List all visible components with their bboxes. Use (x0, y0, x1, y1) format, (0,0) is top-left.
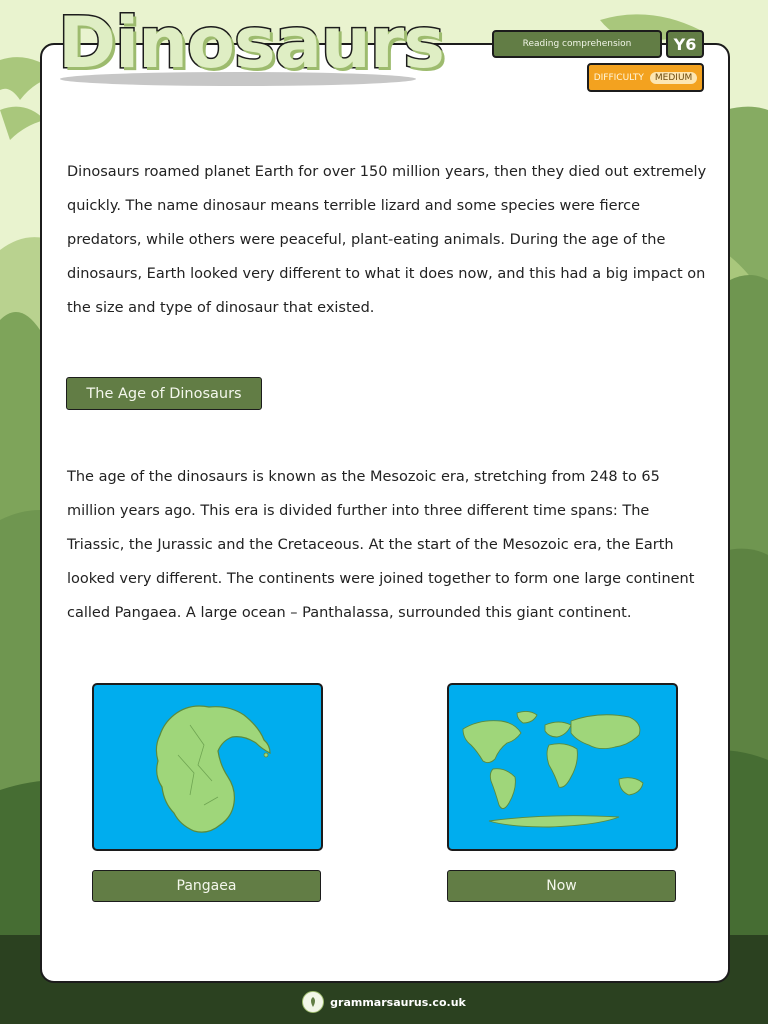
pangaea-map (92, 683, 323, 851)
section-paragraph: The age of the dinosaurs is known as the Mesozoic era, stretching from 248 to 65 million years ago. This era is divided further into three different time spans: The Triassic, the Jurassic and the Cretaceous. At the start of the Mesozoic era, the Earth looked very different. The continents were joined together to form one large continent called Pangaea. A large ocean – Panthalassa, surrounded this giant continent. (67, 469, 695, 621)
difficulty-level: MEDIUM (650, 72, 697, 84)
section-heading: The Age of Dinosaurs (66, 377, 262, 410)
difficulty-badge (587, 63, 704, 92)
difficulty-label: DIFFICULTY (593, 72, 644, 83)
world-map (447, 683, 678, 851)
reading-comprehension-badge: Reading comprehension (492, 30, 662, 58)
intro-paragraph: Dinosaurs roamed planet Earth for over 150 million years, then they died out extremely quickly. The name dinosaur means terrible lizard and some species were fierce predators, while others were peaceful, plant-eating animals. During the age of the dinosaurs, Earth looked very different to what it does now, and this had a big impact on the size and type of dinosaur that existed. (67, 164, 707, 316)
now-caption: Now (447, 870, 676, 902)
grammarsaurus-logo-icon (302, 991, 324, 1013)
footer-site-link[interactable]: grammarsaurus.co.uk (330, 995, 466, 1009)
world-map-icon (449, 685, 676, 849)
pangaea-map-icon (94, 685, 321, 849)
leaf-icon (307, 996, 319, 1008)
page-title: Dinosaurs (58, 2, 444, 84)
pangaea-caption: Pangaea (92, 870, 321, 902)
title-banner (58, 2, 444, 84)
year-badge: Y6 (666, 30, 704, 58)
footer (0, 988, 768, 1016)
